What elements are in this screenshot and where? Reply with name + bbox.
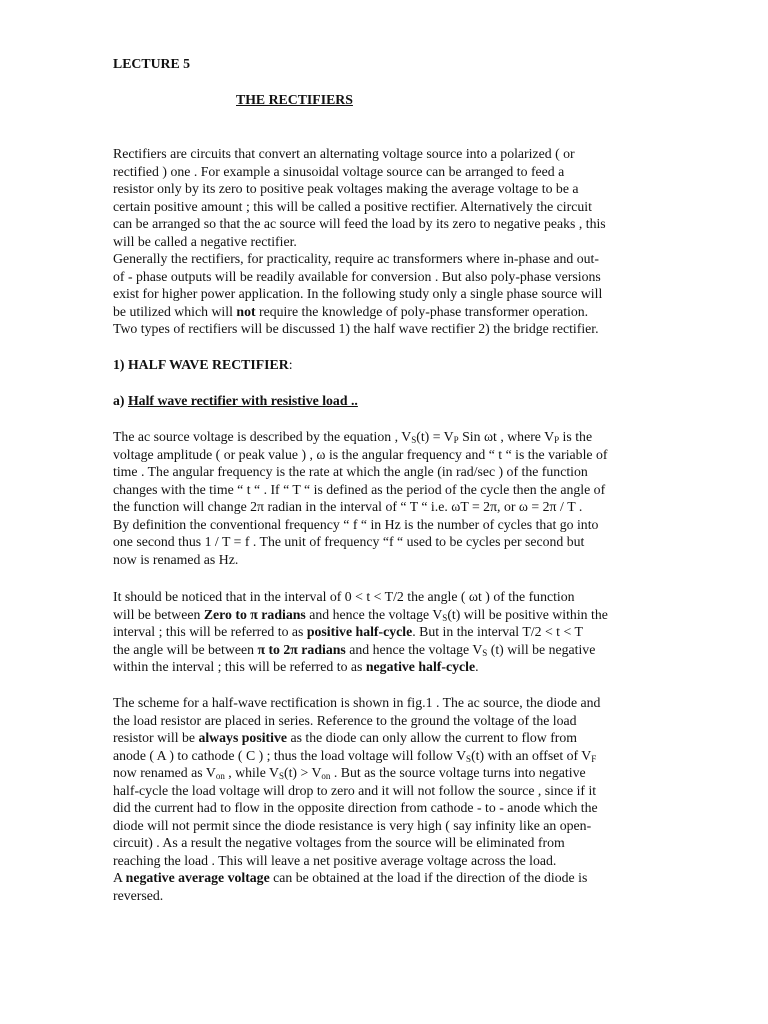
intro-line: Two types of rectifiers will be discussed 1) the half wave rectifier 2) the bridge rectifier. xyxy=(113,321,599,336)
page-title: THE RECTIFIERS xyxy=(236,92,353,107)
intro-line: of - phase outputs will be readily available for conversion . But also poly-phase versions xyxy=(113,268,601,284)
paragraph-line: The scheme for a half-wave rectification is shown in fig.1 . The ac source, the diode and xyxy=(113,695,601,710)
section-heading: 1) HALF WAVE RECTIFIER: xyxy=(113,357,293,372)
paragraph-line: voltage amplitude ( or peak value ) , ω is the angular frequency and “ t “ is the variable of xyxy=(113,446,608,462)
paragraph-line: anode ( A ) to cathode ( C ) ; thus the load voltage will follow $V_S(t)$ with an offset of $V_F$ xyxy=(113,747,597,764)
intro-line: can be arranged so that the ac source will feed the load by its zero to negative peaks , this xyxy=(113,216,606,231)
paragraph-line: one second thus 1 / T = f . The unit of frequency “f “ used to be cycles per second but xyxy=(113,534,585,549)
paragraph-line: changes with the time “ t “ . If “ T “ is defined as the period of the cycle then the angle of xyxy=(113,481,606,497)
paragraph-line: By definition the conventional frequency “ f “ in Hz is the number of cycles that go into xyxy=(113,516,599,532)
paragraph-line: the function will change 2π radian in the interval of “ T “ i.e. ωT = 2π, or ω = 2π / T . xyxy=(113,499,583,514)
intro-line: Generally the rectifiers, for practicality, require ac transformers where in-phase and out- xyxy=(113,251,599,266)
paragraph-line: resistor will be always positive as the diode can only allow the current to flow from xyxy=(113,730,578,745)
paragraph-line: half-cycle the load voltage will drop to zero and it will not follow the source , since if it xyxy=(113,782,597,798)
paragraph-line: A negative average voltage can be obtained at the load if the direction of the diode is xyxy=(113,870,588,885)
paragraph-line: circuit) . As a result the negative voltages from the source will be eliminated from xyxy=(113,835,565,850)
paragraph-line: within the interval ; this will be referred to as negative half-cycle. xyxy=(113,659,479,674)
intro-line: resistor only by its zero to positive peak voltages making the average voltage to be a xyxy=(113,181,579,196)
intro-line: will be called a negative rectifier. xyxy=(113,233,297,249)
paragraph-line: the angle will be between π to 2π radians and hence the voltage $V_S$ (t) will be negative xyxy=(113,641,596,658)
paragraph-line: the load resistor are placed in series. Reference to the ground the voltage of the load xyxy=(113,712,577,728)
intro-line: be utilized which will not require the knowledge of poly-phase transformer operation. xyxy=(113,303,589,319)
paragraph-line: reaching the load . This will leave a net positive average voltage across the load. xyxy=(113,852,557,868)
paragraph-line: diode will not permit since the diode resistance is very high ( say infinity like an open- xyxy=(113,817,592,833)
intro-line: certain positive amount ; this will be called a positive rectifier. Alternatively the circuit xyxy=(113,198,592,214)
intro-line: Rectifiers are circuits that convert an alternating voltage source into a polarized ( or xyxy=(113,146,575,161)
paragraph-line: now renamed as $V_{on}$ , while $V_S(t) > V_{on}$ . But as the source voltage turns into negative xyxy=(113,765,586,781)
paragraph-line: interval ; this will be referred to as positive half-cycle. But in the interval T/2 < t < T xyxy=(113,624,583,639)
subsection-heading: a) Half wave rectifier with resistive load .. xyxy=(113,393,358,408)
paragraph-line: reversed. xyxy=(113,887,164,903)
paragraph-line: did the current had to flow in the opposite direction from cathode - to - anode which the xyxy=(113,800,598,815)
intro-line: exist for higher power application. In the following study only a single phase source will xyxy=(113,286,603,301)
paragraph-line: will be between Zero to π radians and hence the voltage $V_S(t)$ will be positive within the xyxy=(113,606,608,623)
paragraph-line: now is renamed as Hz. xyxy=(113,551,239,567)
intro-line: rectified ) one . For example a sinusoidal voltage source can be arranged to feed a xyxy=(113,163,565,179)
paragraph-line: The ac source voltage is described by the equation , $V_S(t) = V_P$ Sin ωt , where $V_P$ is the xyxy=(113,429,593,445)
lecture-heading: LECTURE 5 xyxy=(113,56,191,71)
paragraph-line: time . The angular frequency is the rate at which the angle (in rad/sec ) of the function xyxy=(113,464,588,479)
paragraph-line: It should be noticed that in the interval of 0 < t < T/2 the angle ( ωt ) of the function xyxy=(113,589,575,604)
